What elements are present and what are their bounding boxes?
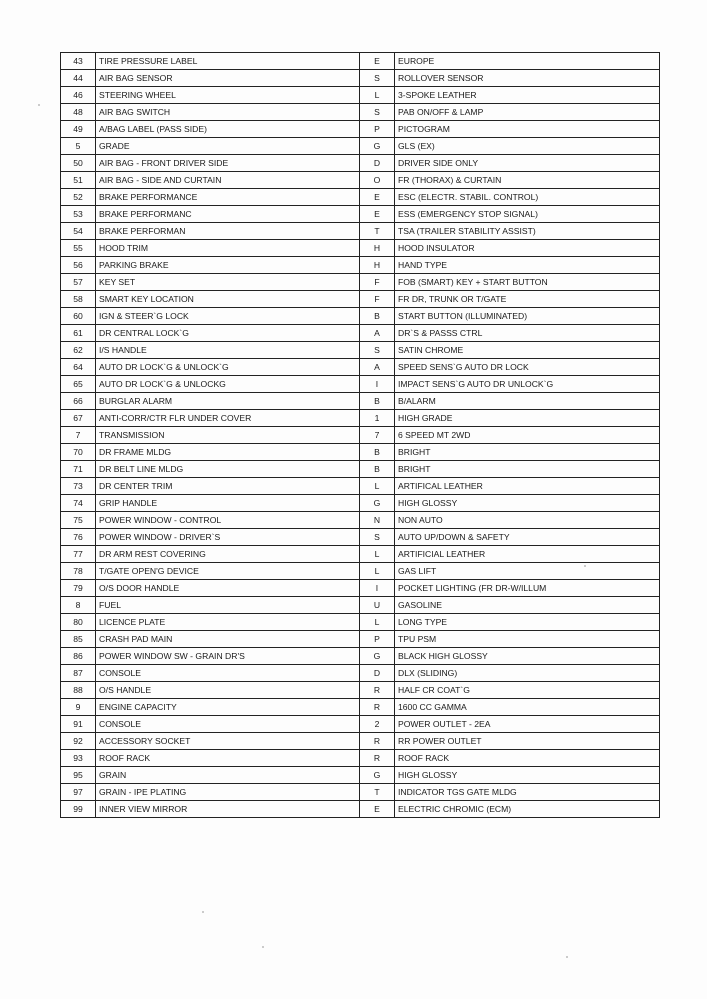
cell-number: 58	[61, 291, 96, 308]
cell-item-name: KEY SET	[96, 274, 360, 291]
cell-number: 7	[61, 427, 96, 444]
cell-item-name: INNER VIEW MIRROR	[96, 801, 360, 818]
cell-option-code: P	[360, 631, 395, 648]
table-row	[61, 529, 660, 546]
cell-option-code: F	[360, 291, 395, 308]
cell-number: 88	[61, 682, 96, 699]
cell-item-name: A/BAG LABEL (PASS SIDE)	[96, 121, 360, 138]
cell-option-code: 1	[360, 410, 395, 427]
cell-number: 85	[61, 631, 96, 648]
cell-number: 79	[61, 580, 96, 597]
cell-description: LONG TYPE	[395, 614, 660, 631]
cell-number: 91	[61, 716, 96, 733]
cell-description: HIGH GLOSSY	[395, 767, 660, 784]
cell-item-name: LICENCE PLATE	[96, 614, 360, 631]
cell-option-code: A	[360, 359, 395, 376]
cell-option-code: G	[360, 138, 395, 155]
cell-item-name: TIRE PRESSURE LABEL	[96, 53, 360, 70]
cell-item-name: STEERING WHEEL	[96, 87, 360, 104]
cell-option-code: S	[360, 104, 395, 121]
cell-option-code: H	[360, 257, 395, 274]
cell-option-code: I	[360, 580, 395, 597]
cell-number: 46	[61, 87, 96, 104]
cell-description: SPEED SENS`G AUTO DR LOCK	[395, 359, 660, 376]
cell-option-code: G	[360, 767, 395, 784]
table-row	[61, 597, 660, 614]
cell-number: 80	[61, 614, 96, 631]
cell-number: 77	[61, 546, 96, 563]
cell-number: 55	[61, 240, 96, 257]
table-row	[61, 461, 660, 478]
table-row	[61, 682, 660, 699]
table-row	[61, 733, 660, 750]
scan-speck	[566, 956, 568, 958]
cell-item-name: GRADE	[96, 138, 360, 155]
table-row	[61, 325, 660, 342]
cell-description: HOOD INSULATOR	[395, 240, 660, 257]
cell-description: NON AUTO	[395, 512, 660, 529]
cell-number: 65	[61, 376, 96, 393]
cell-option-code: E	[360, 53, 395, 70]
scan-speck	[202, 911, 204, 913]
cell-option-code: S	[360, 529, 395, 546]
cell-description: BLACK HIGH GLOSSY	[395, 648, 660, 665]
cell-item-name: DR CENTER TRIM	[96, 478, 360, 495]
table-row	[61, 138, 660, 155]
cell-description: GLS (EX)	[395, 138, 660, 155]
cell-item-name: ENGINE CAPACITY	[96, 699, 360, 716]
cell-description: ESC (ELECTR. STABIL. CONTROL)	[395, 189, 660, 206]
cell-description: DR`S & PASSS CTRL	[395, 325, 660, 342]
cell-description: 6 SPEED MT 2WD	[395, 427, 660, 444]
cell-description: HIGH GLOSSY	[395, 495, 660, 512]
cell-item-name: HOOD TRIM	[96, 240, 360, 257]
cell-description: INDICATOR TGS GATE MLDG	[395, 784, 660, 801]
cell-item-name: GRAIN - IPE PLATING	[96, 784, 360, 801]
cell-item-name: GRAIN	[96, 767, 360, 784]
cell-option-code: P	[360, 121, 395, 138]
cell-option-code: E	[360, 801, 395, 818]
cell-item-name: PARKING BRAKE	[96, 257, 360, 274]
cell-number: 71	[61, 461, 96, 478]
cell-option-code: F	[360, 274, 395, 291]
cell-number: 74	[61, 495, 96, 512]
cell-description: ARTIFICAL LEATHER	[395, 478, 660, 495]
cell-option-code: H	[360, 240, 395, 257]
cell-number: 49	[61, 121, 96, 138]
cell-number: 97	[61, 784, 96, 801]
cell-item-name: POWER WINDOW - CONTROL	[96, 512, 360, 529]
cell-item-name: DR CENTRAL LOCK`G	[96, 325, 360, 342]
cell-description: ESS (EMERGENCY STOP SIGNAL)	[395, 206, 660, 223]
cell-number: 5	[61, 138, 96, 155]
table-row	[61, 716, 660, 733]
cell-item-name: I/S HANDLE	[96, 342, 360, 359]
cell-number: 60	[61, 308, 96, 325]
cell-description: FOB (SMART) KEY + START BUTTON	[395, 274, 660, 291]
cell-number: 57	[61, 274, 96, 291]
cell-number: 50	[61, 155, 96, 172]
cell-option-code: L	[360, 546, 395, 563]
table-row	[61, 784, 660, 801]
table-row	[61, 70, 660, 87]
cell-option-code: G	[360, 495, 395, 512]
cell-number: 75	[61, 512, 96, 529]
cell-option-code: B	[360, 444, 395, 461]
cell-description: ELECTRIC CHROMIC (ECM)	[395, 801, 660, 818]
cell-number: 95	[61, 767, 96, 784]
cell-description: FR DR, TRUNK OR T/GATE	[395, 291, 660, 308]
cell-description: EUROPE	[395, 53, 660, 70]
cell-item-name: ANTI-CORR/CTR FLR UNDER COVER	[96, 410, 360, 427]
cell-option-code: R	[360, 750, 395, 767]
table-row	[61, 444, 660, 461]
cell-number: 78	[61, 563, 96, 580]
cell-description: IMPACT SENS`G AUTO DR UNLOCK`G	[395, 376, 660, 393]
cell-item-name: TRANSMISSION	[96, 427, 360, 444]
cell-option-code: R	[360, 733, 395, 750]
table-row	[61, 495, 660, 512]
table-row	[61, 631, 660, 648]
cell-option-code: D	[360, 665, 395, 682]
cell-option-code: 2	[360, 716, 395, 733]
cell-option-code: B	[360, 308, 395, 325]
cell-number: 92	[61, 733, 96, 750]
cell-number: 76	[61, 529, 96, 546]
cell-option-code: T	[360, 784, 395, 801]
table-row	[61, 648, 660, 665]
cell-item-name: SMART KEY LOCATION	[96, 291, 360, 308]
cell-description: SATIN CHROME	[395, 342, 660, 359]
cell-number: 66	[61, 393, 96, 410]
cell-item-name: FUEL	[96, 597, 360, 614]
cell-item-name: CONSOLE	[96, 716, 360, 733]
scan-speck	[584, 565, 586, 567]
cell-option-code: S	[360, 342, 395, 359]
table-row	[61, 53, 660, 70]
cell-number: 62	[61, 342, 96, 359]
cell-description: HIGH GRADE	[395, 410, 660, 427]
table-row	[61, 240, 660, 257]
table-row	[61, 291, 660, 308]
cell-option-code: S	[360, 70, 395, 87]
cell-item-name: AUTO DR LOCK`G & UNLOCK`G	[96, 359, 360, 376]
cell-option-code: R	[360, 682, 395, 699]
cell-item-name: O/S HANDLE	[96, 682, 360, 699]
cell-number: 53	[61, 206, 96, 223]
cell-description: GASOLINE	[395, 597, 660, 614]
cell-number: 87	[61, 665, 96, 682]
cell-description: HAND TYPE	[395, 257, 660, 274]
table-row	[61, 580, 660, 597]
cell-option-code: L	[360, 614, 395, 631]
cell-description: BRIGHT	[395, 461, 660, 478]
table-row	[61, 359, 660, 376]
cell-option-code: L	[360, 478, 395, 495]
table-row	[61, 512, 660, 529]
table-row	[61, 274, 660, 291]
cell-option-code: R	[360, 699, 395, 716]
cell-description: ROLLOVER SENSOR	[395, 70, 660, 87]
cell-description: 3-SPOKE LEATHER	[395, 87, 660, 104]
table-row	[61, 257, 660, 274]
cell-number: 52	[61, 189, 96, 206]
cell-number: 67	[61, 410, 96, 427]
table-row	[61, 478, 660, 495]
cell-option-code: L	[360, 87, 395, 104]
cell-number: 99	[61, 801, 96, 818]
cell-item-name: BURGLAR ALARM	[96, 393, 360, 410]
cell-item-name: AIR BAG - SIDE AND CURTAIN	[96, 172, 360, 189]
cell-number: 56	[61, 257, 96, 274]
cell-item-name: AIR BAG SWITCH	[96, 104, 360, 121]
cell-option-code: L	[360, 563, 395, 580]
cell-item-name: ROOF RACK	[96, 750, 360, 767]
table-row	[61, 563, 660, 580]
cell-item-name: BRAKE PERFORMANC	[96, 206, 360, 223]
cell-number: 64	[61, 359, 96, 376]
cell-description: DRIVER SIDE ONLY	[395, 155, 660, 172]
cell-number: 73	[61, 478, 96, 495]
scan-speck	[262, 946, 264, 948]
cell-item-name: T/GATE OPEN'G DEVICE	[96, 563, 360, 580]
cell-option-code: G	[360, 648, 395, 665]
table-row	[61, 308, 660, 325]
cell-option-code: O	[360, 172, 395, 189]
table-row	[61, 614, 660, 631]
cell-description: POCKET LIGHTING (FR DR-W/ILLUM	[395, 580, 660, 597]
cell-item-name: GRIP HANDLE	[96, 495, 360, 512]
table-row	[61, 172, 660, 189]
option-code-table	[60, 52, 660, 818]
cell-option-code: N	[360, 512, 395, 529]
cell-description: HALF CR COAT`G	[395, 682, 660, 699]
cell-number: 9	[61, 699, 96, 716]
table-row	[61, 342, 660, 359]
cell-item-name: BRAKE PERFORMANCE	[96, 189, 360, 206]
cell-item-name: AIR BAG SENSOR	[96, 70, 360, 87]
cell-option-code: E	[360, 206, 395, 223]
table-row	[61, 87, 660, 104]
cell-description: GAS LIFT	[395, 563, 660, 580]
cell-item-name: BRAKE PERFORMAN	[96, 223, 360, 240]
cell-number: 70	[61, 444, 96, 461]
table-row	[61, 393, 660, 410]
cell-item-name: IGN & STEER`G LOCK	[96, 308, 360, 325]
cell-number: 48	[61, 104, 96, 121]
cell-option-code: E	[360, 189, 395, 206]
cell-description: ARTIFICIAL LEATHER	[395, 546, 660, 563]
cell-description: PICTOGRAM	[395, 121, 660, 138]
cell-description: START BUTTON (ILLUMINATED)	[395, 308, 660, 325]
scan-speck	[38, 104, 40, 106]
cell-item-name: DR FRAME MLDG	[96, 444, 360, 461]
cell-item-name: POWER WINDOW - DRIVER`S	[96, 529, 360, 546]
cell-option-code: I	[360, 376, 395, 393]
cell-item-name: DR ARM REST COVERING	[96, 546, 360, 563]
table-row	[61, 410, 660, 427]
cell-description: TSA (TRAILER STABILITY ASSIST)	[395, 223, 660, 240]
cell-description: TPU PSM	[395, 631, 660, 648]
table-row	[61, 155, 660, 172]
table-row	[61, 427, 660, 444]
cell-description: FR (THORAX) & CURTAIN	[395, 172, 660, 189]
table-body	[61, 53, 660, 818]
table-row	[61, 223, 660, 240]
cell-option-code: B	[360, 461, 395, 478]
table-row	[61, 189, 660, 206]
table-row	[61, 376, 660, 393]
cell-description: PAB ON/OFF & LAMP	[395, 104, 660, 121]
cell-option-code: B	[360, 393, 395, 410]
cell-item-name: AUTO DR LOCK`G & UNLOCKG	[96, 376, 360, 393]
cell-item-name: CONSOLE	[96, 665, 360, 682]
cell-number: 51	[61, 172, 96, 189]
table-row	[61, 750, 660, 767]
cell-option-code: U	[360, 597, 395, 614]
cell-item-name: O/S DOOR HANDLE	[96, 580, 360, 597]
cell-description: POWER OUTLET - 2EA	[395, 716, 660, 733]
cell-number: 86	[61, 648, 96, 665]
cell-description: RR POWER OUTLET	[395, 733, 660, 750]
cell-description: ROOF RACK	[395, 750, 660, 767]
cell-option-code: D	[360, 155, 395, 172]
cell-description: AUTO UP/DOWN & SAFETY	[395, 529, 660, 546]
cell-description: 1600 CC GAMMA	[395, 699, 660, 716]
table-row	[61, 206, 660, 223]
cell-item-name: ACCESSORY SOCKET	[96, 733, 360, 750]
table-row	[61, 699, 660, 716]
table-row	[61, 546, 660, 563]
cell-number: 54	[61, 223, 96, 240]
cell-item-name: DR BELT LINE MLDG	[96, 461, 360, 478]
cell-item-name: AIR BAG - FRONT DRIVER SIDE	[96, 155, 360, 172]
cell-number: 61	[61, 325, 96, 342]
cell-item-name: POWER WINDOW SW - GRAIN DR'S	[96, 648, 360, 665]
cell-description: B/ALARM	[395, 393, 660, 410]
cell-description: DLX (SLIDING)	[395, 665, 660, 682]
table-row	[61, 665, 660, 682]
cell-number: 44	[61, 70, 96, 87]
table-row	[61, 767, 660, 784]
cell-description: BRIGHT	[395, 444, 660, 461]
cell-option-code: T	[360, 223, 395, 240]
cell-number: 43	[61, 53, 96, 70]
cell-option-code: A	[360, 325, 395, 342]
table-row	[61, 801, 660, 818]
cell-option-code: 7	[360, 427, 395, 444]
table-row	[61, 121, 660, 138]
cell-number: 8	[61, 597, 96, 614]
table-row	[61, 104, 660, 121]
cell-number: 93	[61, 750, 96, 767]
cell-item-name: CRASH PAD MAIN	[96, 631, 360, 648]
